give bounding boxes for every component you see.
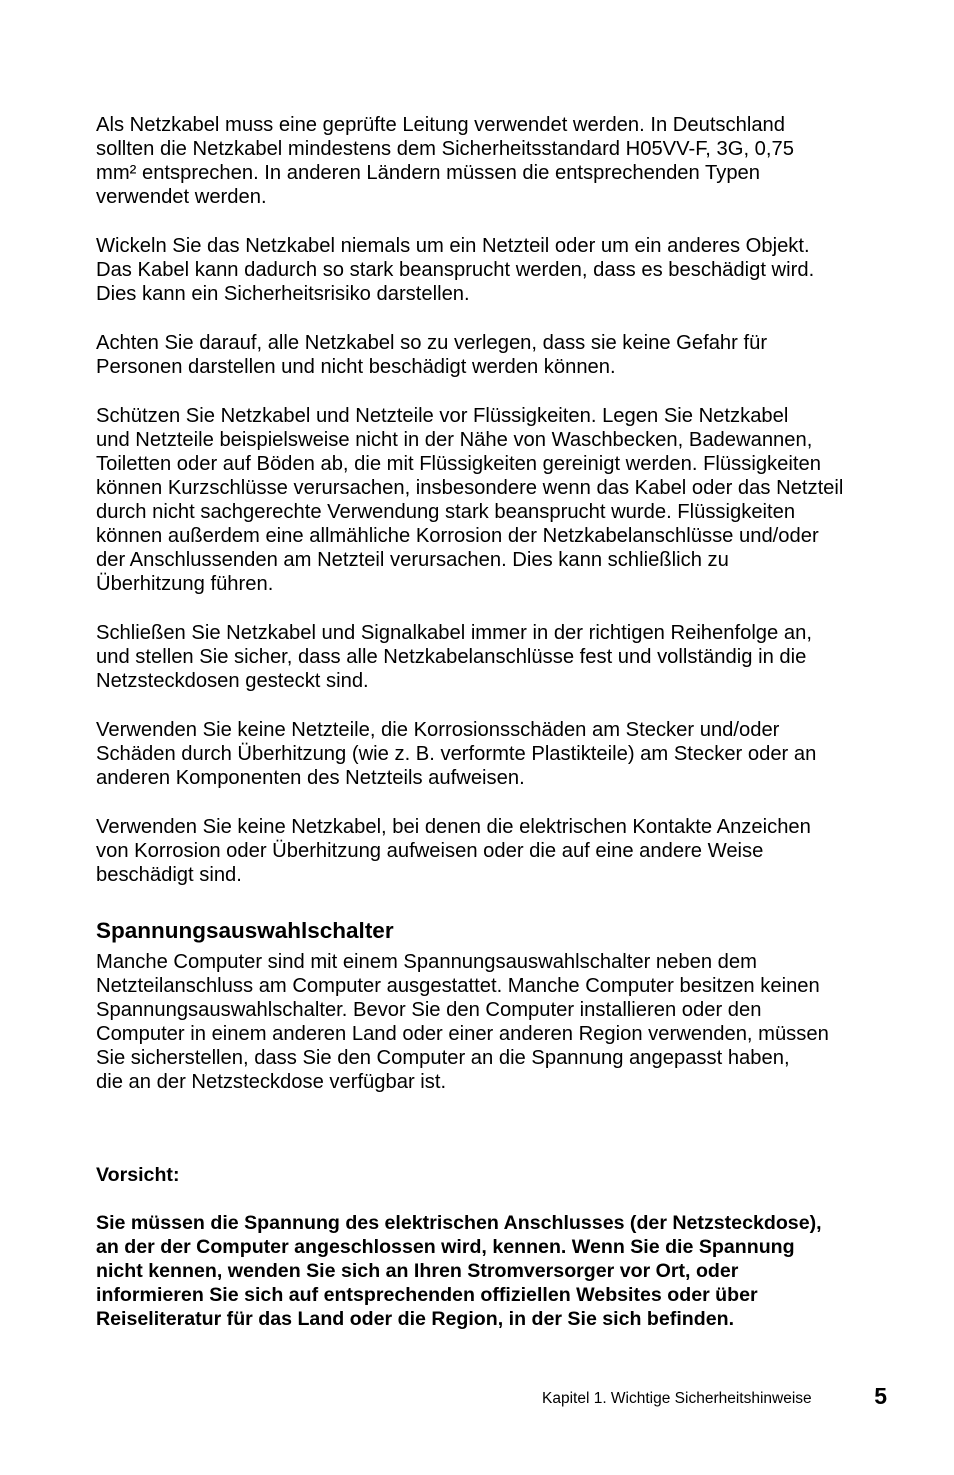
paragraph-protect-from-liquids: Schützen Sie Netzkabel und Netzteile vor Flüssigkeiten. Legen Sie Netzkabel und Netzteile beispielsweise nicht in der Nähe von Waschbecken, Badewannen, Toiletten oder auf Böden ab, die mit Flüssigkeiten gereinigt werden. Flüssigkeiten können Kurzschlüsse verursachen, insbesondere wenn das Kabel oder das Netzteil durch nicht sachgerechte Verwendung stark beansprucht wurde. Flüssigkeiten können außerdem eine allmähliche Korrosion der Netzkabelanschlüsse und/oder der Anschlussenden am Netzteil verursachen. Dies kann schließlich zu Überhitzung führen.	[96, 405, 844, 595]
paragraph-damaged-adapters: Verwenden Sie keine Netzteile, die Korrosionsschäden am Stecker und/oder Schäden durch Überhitzung (wie z. B. verformte Plastikteile) am Stecker oder an anderen Komponenten des Netzteils aufweisen.	[96, 719, 817, 789]
caution-label: Vorsicht:	[96, 1164, 180, 1186]
footer-chapter-title: Kapitel 1. Wichtige Sicherheitshinweise	[542, 1390, 812, 1407]
paragraph-connection-order: Schließen Sie Netzkabel und Signalkabel immer in der richtigen Reihenfolge an, und stellen Sie sicher, dass alle Netzkabelanschlüsse fest und vollständig in die Netzsteckdosen gesteckt sind.	[96, 622, 812, 692]
caution-notice	[96, 1139, 896, 1355]
caution-text: Sie müssen die Spannung des elektrischen Anschlusses (der Netzsteckdose), an der der Computer angeschlossen wird, kennen. Wenn Sie die Spannung nicht kennen, wenden Sie sich an Ihren Stromversorger vor Ort, oder informieren Sie sich auf entsprechenden offiziellen Websites oder über Reiseliteratur für das Land oder die Region, in der Sie sich befinden.	[96, 1212, 822, 1330]
section-body: Manche Computer sind mit einem Spannungsauswahlschalter neben dem Netzteilanschluss am Computer ausgestattet. Manche Computer besitzen keinen Spannungsauswahlschalter. Bevor Sie den Computer installieren oder den Computer in einem anderen Land oder einer anderen Region verwenden, müssen Sie sicherstellen, dass Sie den Computer an die Spannung angepasst haben, die an der Netzsteckdose verfügbar ist.	[96, 951, 829, 1093]
section-heading: Spannungsauswahlschalter	[96, 918, 394, 943]
page-number: 5	[874, 1383, 887, 1409]
paragraph-damaged-cords: Verwenden Sie keine Netzkabel, bei denen die elektrischen Kontakte Anzeichen von Korrosion oder Überhitzung aufweisen oder die auf eine andere Weise beschädigt sind.	[96, 816, 811, 886]
paragraph-power-cord-certification: Als Netzkabel muss eine geprüfte Leitung verwendet werden. In Deutschland sollten die Netzkabel mindestens dem Sicherheitsstandard H05VV-F, 3G, 0,75 mm² entsprechen. In anderen Ländern müssen die entsprechenden Typen verwendet werden.	[96, 114, 794, 208]
page-footer	[542, 1382, 887, 1412]
document-page	[96, 113, 896, 1355]
paragraph-do-not-wrap-cord: Wickeln Sie das Netzkabel niemals um ein Netzteil oder um ein anderes Objekt. Das Kabel kann dadurch so stark beansprucht werden, dass es beschädigt wird. Dies kann ein Sicherheitsrisiko darstellen.	[96, 235, 815, 305]
paragraph-cord-routing: Achten Sie darauf, alle Netzkabel so zu verlegen, dass sie keine Gefahr für Personen darstellen und nicht beschädigt werden können.	[96, 332, 768, 378]
